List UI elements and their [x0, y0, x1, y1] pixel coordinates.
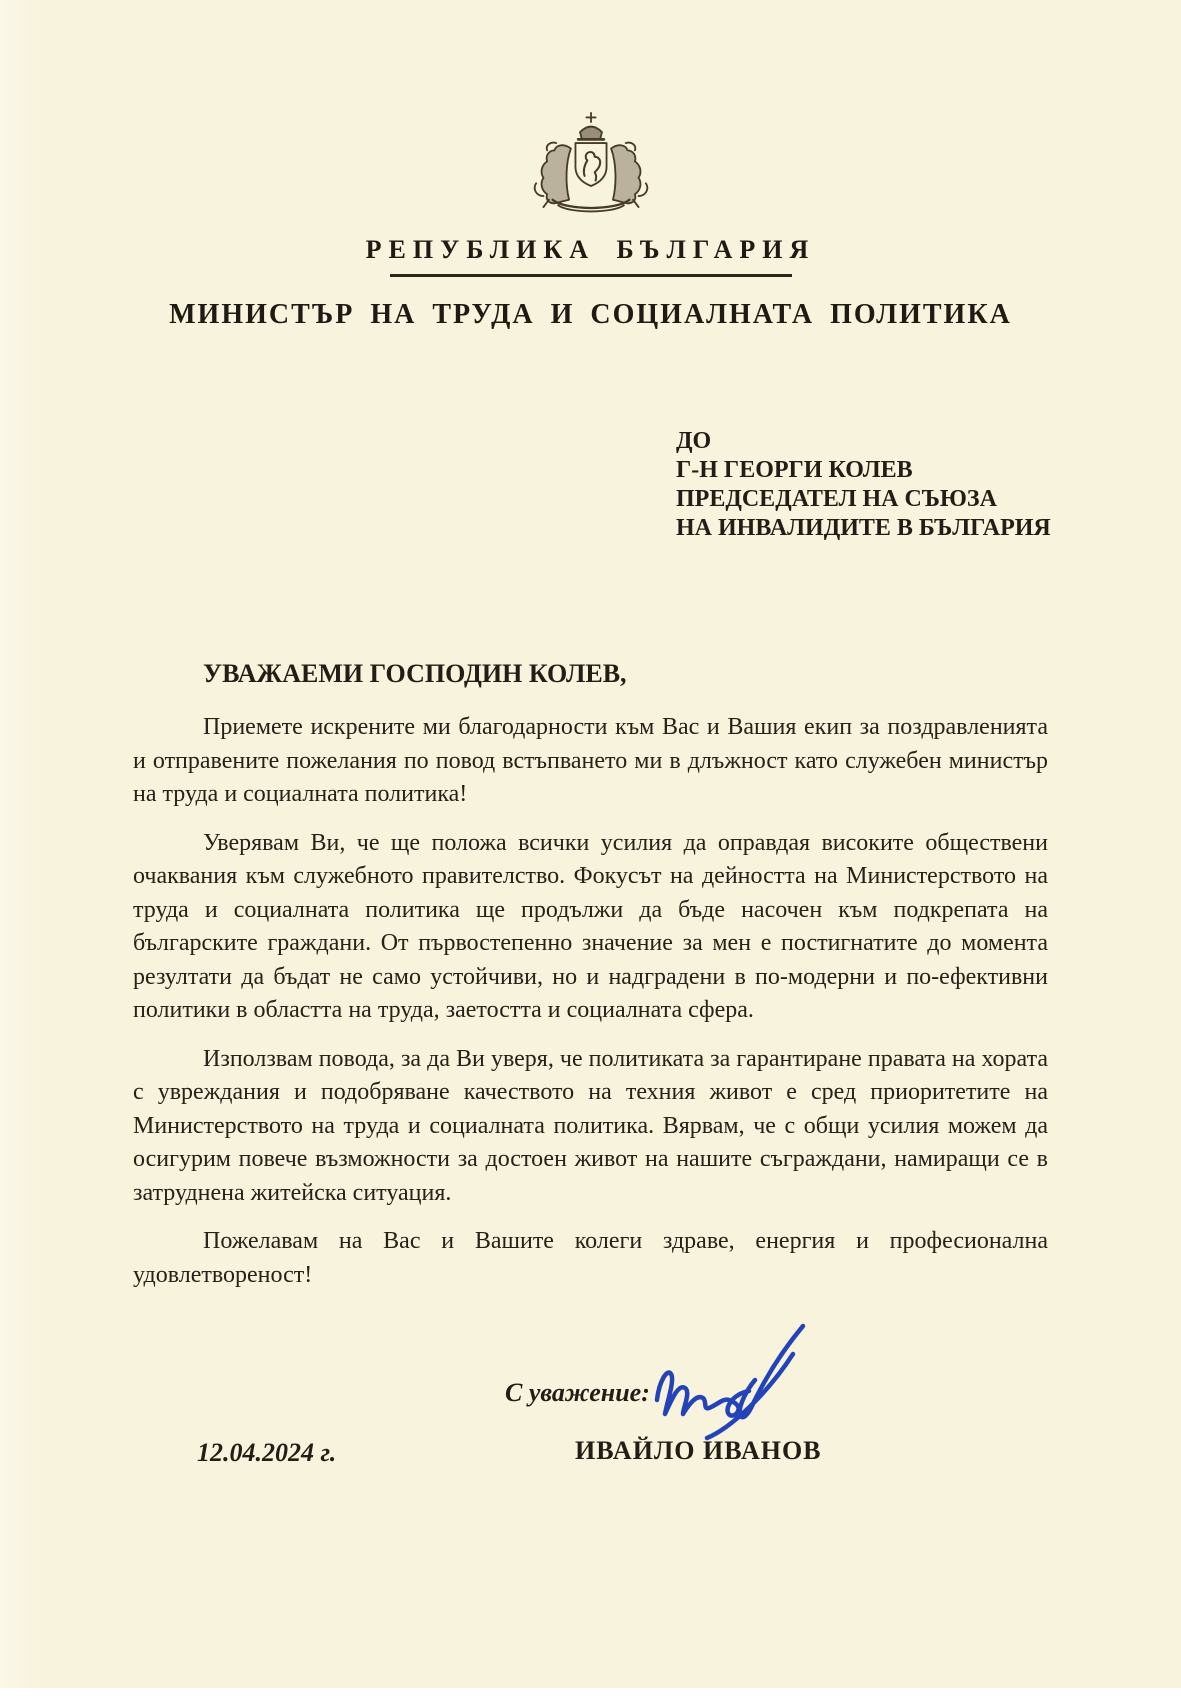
signer-name: ИВАЙЛО ИВАНОВ: [575, 1436, 822, 1465]
handwritten-signature-icon: [645, 1318, 820, 1448]
title-underline: [390, 274, 792, 277]
closing-phrase: С уважение:: [505, 1378, 650, 1407]
recipient-block: [676, 427, 1181, 543]
recipient-line-title: ПРЕДСЕДАТЕЛ НА СЪЮЗА: [676, 486, 997, 512]
body-paragraph-4: Пожелавам на Вас и Вашите колеги здраве, енергия и професионална удовлетвореност!: [133, 1228, 1048, 1288]
body-paragraph-2: Уверявам Ви, че ще положа всички усилия да оправдая високите обществени очаквания към служебното правителство. Фокусът на дейността на Министерството на труда и социалната политика ще продължи да бъде насочен към подкрепата на българските граждани. От първостепенно значение за мен е постигнатите до момента резултати да бъдат не само устойчиви, но и надградени в по-модерни и по-ефективни политики в областта на труда, заетостта и социалната сфера.: [133, 829, 1048, 1023]
body-paragraph-3: Използвам повода, за да Ви уверя, че политиката за гарантиране правата на хората с увреждания и подобряване качеството на техния живот е сред приоритетите на Министерството на труда и социалната политика. Вярвам, че с общи усилия можем да осигурим повече възможности за достоен живот на нашите съграждани, намиращи се в затруднена житейска ситуация.: [133, 1045, 1048, 1206]
body-paragraph-1: Приемете искрените ми благодарности към Вас и Вашия екип за поздравленията и отправените пожелания по повод встъпването ми в длъжност като служебен министър на труда и социалната политика!: [133, 714, 1048, 807]
letter-body: [133, 659, 1048, 1292]
letterhead: [0, 0, 1181, 331]
letter-date: 12.04.2024 г.: [197, 1438, 337, 1467]
salutation: УВАЖАЕМИ ГОСПОДИН КОЛЕВ,: [203, 659, 627, 688]
minister-title: МИНИСТЪР НА ТРУДА И СОЦИАЛНАТА ПОЛИТИКА: [169, 299, 1012, 330]
republic-title: РЕПУБЛИКА БЪЛГАРИЯ: [365, 235, 816, 264]
scan-edge: [0, 1688, 1181, 1697]
recipient-line-to: ДО: [676, 428, 712, 454]
recipient-line-name: Г-Н ГЕОРГИ КОЛЕВ: [676, 457, 913, 483]
recipient-line-org: НА ИНВАЛИДИТЕ В БЪЛГАРИЯ: [676, 515, 1051, 541]
bulgaria-coat-of-arms-icon: [527, 110, 655, 220]
